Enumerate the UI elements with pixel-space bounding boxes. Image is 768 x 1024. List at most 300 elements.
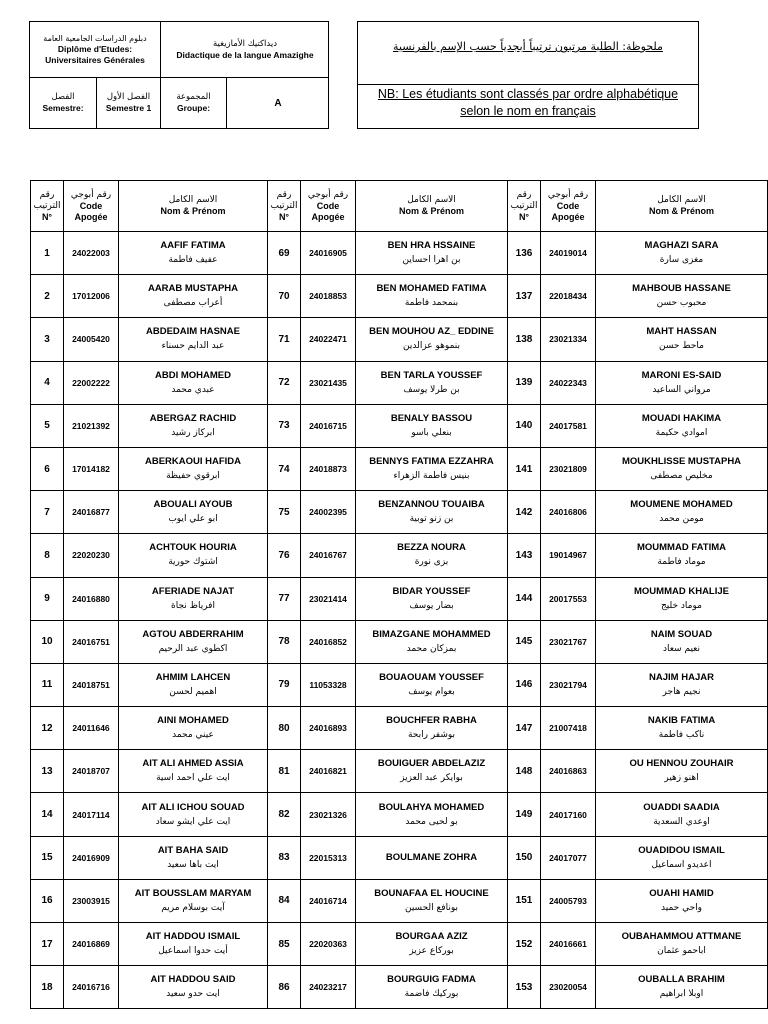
apogee-code: 22020230	[64, 534, 119, 577]
student-name-ar: عيني محمد	[172, 730, 214, 741]
student-name-fr: BEN MOUHOU AZ_ EDDINE	[369, 326, 494, 338]
student-name-fr: BOURGUIG FADMA	[387, 974, 476, 986]
student-name-ar: بوركيك فاضمة	[404, 989, 459, 1000]
apogee-code: 17012006	[64, 275, 119, 318]
student-name-fr: BIMAZGANE MOHAMMED	[372, 628, 491, 640]
semester-value-ar: الفصل الأول	[106, 92, 151, 102]
student-name-fr: AINI MOHAMED	[157, 715, 229, 727]
student-name-cell	[119, 879, 268, 922]
table-header-row	[31, 181, 768, 232]
student-name-ar: ماحط حسن	[659, 341, 704, 352]
apogee-code: 24016909	[64, 836, 119, 879]
student-name-fr: BEN MOHAMED FATIMA	[376, 283, 487, 295]
student-name-fr: AIT HADDOU ISMAIL	[145, 931, 241, 943]
student-name-fr: MOUMMAD KHALIJE	[634, 585, 729, 597]
apogee-code: 19014967	[541, 534, 596, 577]
header-code-ar: رقم أبوجي	[307, 189, 349, 200]
diploma-fr-line1: Diplôme d'Etudes:	[57, 44, 133, 54]
row-number: 137	[508, 275, 541, 318]
student-name-fr: OUBALLA BRAHIM	[638, 974, 725, 986]
student-name-ar: بن طرلا يوسف	[403, 384, 460, 395]
student-name-cell	[119, 750, 268, 793]
table-row	[31, 404, 768, 447]
student-name-ar: عبد الدايم حسناء	[161, 341, 225, 352]
row-number: 151	[508, 879, 541, 922]
student-name-ar: بوشفر رابحة	[407, 730, 456, 741]
semester-value-fr: Semestre 1	[105, 103, 152, 113]
student-name-ar: بنعلي باسو	[411, 427, 452, 438]
student-name-cell	[119, 275, 268, 318]
row-number: 76	[268, 534, 301, 577]
group-label-cell	[161, 78, 226, 128]
course-cell	[161, 22, 329, 77]
student-name-fr: OUAHI HAMID	[649, 887, 714, 899]
student-name-ar: ابرقوي حفيظة	[166, 471, 220, 482]
apogee-code: 24016715	[301, 404, 356, 447]
student-name-fr: BOUAOUAM YOUSSEF	[379, 671, 484, 683]
course-fr: Didactique de la langue Amazighe	[176, 49, 314, 60]
student-name-fr: AHMIM LAHCEN	[155, 671, 231, 683]
student-name-cell	[119, 923, 268, 966]
student-name-ar: اوبلا ابراهيم	[659, 989, 704, 1000]
header-number-fr: N°	[41, 211, 53, 222]
semester-label-fr: Semestre:	[42, 103, 84, 113]
student-name-cell	[356, 620, 508, 663]
student-name-cell	[119, 447, 268, 490]
student-name-cell	[356, 966, 508, 1009]
student-name-ar: بمزكان محمد	[406, 643, 457, 654]
student-name-cell	[356, 232, 508, 275]
student-name-fr: OUBAHAMMOU ATTMANE	[621, 931, 742, 943]
student-name-fr: BOULAHYA MOHAMED	[378, 801, 485, 813]
student-name-ar: نعيم سعاد	[662, 643, 701, 654]
student-name-cell	[356, 663, 508, 706]
row-number: 7	[31, 491, 64, 534]
student-name-fr: MOUMENE MOHAMED	[630, 499, 733, 511]
student-name-fr: AIT BAHA SAID	[157, 844, 229, 856]
student-name-ar: نجيم هاجر	[662, 686, 701, 697]
student-name-ar: اعديدو اسماعيل	[651, 859, 712, 870]
student-name-ar: أيت حدوا اسماعيل	[158, 946, 228, 957]
table-row	[31, 836, 768, 879]
apogee-code: 24022471	[301, 318, 356, 361]
row-number: 5	[31, 404, 64, 447]
row-number: 152	[508, 923, 541, 966]
apogee-code: 24016893	[301, 707, 356, 750]
table-row	[31, 318, 768, 361]
apogee-code: 24017581	[541, 404, 596, 447]
apogee-code: 22018434	[541, 275, 596, 318]
header-name-fr: Nom & Prénom	[398, 206, 464, 216]
apogee-code: 24018707	[64, 750, 119, 793]
student-name-fr: OU HENNOU ZOUHAIR	[629, 758, 734, 770]
row-number: 70	[268, 275, 301, 318]
apogee-code: 24016852	[301, 620, 356, 663]
student-name-fr: MAHT HASSAN	[646, 326, 717, 338]
row-number: 72	[268, 361, 301, 404]
apogee-code: 24017160	[541, 793, 596, 836]
student-name-cell	[119, 620, 268, 663]
row-number: 85	[268, 923, 301, 966]
apogee-code: 11053328	[301, 663, 356, 706]
apogee-code: 23021334	[541, 318, 596, 361]
row-number: 69	[268, 232, 301, 275]
student-name-cell	[596, 447, 768, 490]
apogee-code: 24016905	[301, 232, 356, 275]
student-name-ar: مخليص مصطفى	[650, 471, 713, 482]
row-number: 3	[31, 318, 64, 361]
table-row	[31, 447, 768, 490]
apogee-code: 23021326	[301, 793, 356, 836]
student-name-ar: بو لحيى محمد	[405, 816, 458, 827]
row-number: 148	[508, 750, 541, 793]
student-name-fr: BENZANNOU TOUAIBA	[378, 499, 485, 511]
student-name-ar: بن اهرا احساين	[402, 255, 461, 266]
row-number: 16	[31, 879, 64, 922]
student-name-ar: آيت بوسلام مريم	[161, 902, 225, 913]
diploma-ar: دبلوم الدراسات الجامعية العامة	[43, 34, 147, 43]
student-name-cell	[356, 836, 508, 879]
group-value: A	[274, 97, 282, 109]
student-name-cell	[119, 318, 268, 361]
student-name-fr: AIT HADDOU SAID	[150, 974, 236, 986]
student-name-cell	[119, 534, 268, 577]
table-row	[31, 879, 768, 922]
row-number: 149	[508, 793, 541, 836]
semester-label-cell	[30, 78, 96, 128]
row-number: 8	[31, 534, 64, 577]
header-number-ar: رقم الترتيب	[33, 189, 61, 211]
table-row	[31, 534, 768, 577]
apogee-code: 23021435	[301, 361, 356, 404]
apogee-code: 23020054	[541, 966, 596, 1009]
apogee-code: 22002222	[64, 361, 119, 404]
row-number: 79	[268, 663, 301, 706]
apogee-code: 24022343	[541, 361, 596, 404]
student-name-ar: افرياظ نجاة	[171, 600, 215, 611]
student-name-ar: ايت علي ايشو سعاد	[155, 816, 231, 827]
student-name-cell	[596, 923, 768, 966]
student-name-fr: AAFIF FATIMA	[160, 240, 226, 252]
student-name-cell	[356, 534, 508, 577]
row-number: 141	[508, 447, 541, 490]
header-number-fr: N°	[278, 211, 290, 222]
student-name-ar: ابو علي ايوب	[168, 514, 218, 525]
student-name-ar: اشتوك حورية	[168, 557, 218, 568]
sorting-note-fr	[368, 86, 688, 124]
apogee-code: 24016716	[64, 966, 119, 1009]
student-name-cell	[119, 491, 268, 534]
student-name-ar: ايت حدو سعيد	[166, 989, 220, 1000]
student-name-cell	[356, 404, 508, 447]
student-name-fr: AFERIADE NAJAT	[151, 585, 235, 597]
student-name-fr: BENALY BASSOU	[390, 412, 473, 424]
row-number: 75	[268, 491, 301, 534]
row-number: 139	[508, 361, 541, 404]
student-name-fr: BOUNAFAA EL HOUCINE	[374, 887, 489, 899]
row-number: 11	[31, 663, 64, 706]
header-code-fr1: Code	[316, 200, 340, 211]
student-name-cell	[596, 750, 768, 793]
student-name-cell	[596, 836, 768, 879]
row-number: 71	[268, 318, 301, 361]
header-name-ar: الاسم الكامل	[168, 195, 218, 205]
apogee-code: 24002395	[301, 491, 356, 534]
row-number: 4	[31, 361, 64, 404]
table-body	[31, 232, 768, 1009]
student-name-cell	[596, 620, 768, 663]
apogee-code: 24005420	[64, 318, 119, 361]
group-label-ar: المجموعة	[176, 92, 211, 102]
student-name-ar: عبدي محمد	[171, 384, 215, 395]
apogee-code: 23021794	[541, 663, 596, 706]
student-name-ar: ايت علي احمد اسية	[156, 773, 230, 784]
header-code-ar: رقم أبوجي	[547, 189, 589, 200]
header-name-ar: الاسم الكامل	[657, 195, 706, 205]
header-code-ar: رقم أبوجي	[70, 189, 112, 200]
student-name-cell	[596, 534, 768, 577]
header-code	[301, 181, 356, 232]
student-name-cell	[356, 361, 508, 404]
apogee-code: 24016806	[541, 491, 596, 534]
student-name-ar: موماد خليج	[661, 600, 702, 611]
apogee-code: 24016863	[541, 750, 596, 793]
student-name-ar: مرواني الساعيد	[652, 384, 711, 395]
student-name-fr: BOUIGUER ABDELAZIZ	[377, 758, 486, 770]
apogee-code: 24023217	[301, 966, 356, 1009]
student-name-cell	[356, 793, 508, 836]
student-name-ar: بزى نورة	[414, 557, 449, 568]
student-name-cell	[596, 966, 768, 1009]
student-name-fr: BIDAR YOUSSEF	[392, 585, 471, 597]
header-code-fr2: Apogée	[551, 211, 585, 222]
student-name-fr: OUADIDOU ISMAIL	[638, 844, 725, 856]
row-number: 82	[268, 793, 301, 836]
apogee-code: 24017114	[64, 793, 119, 836]
header-code-fr1: Code	[79, 200, 103, 211]
header-code-fr1: Code	[556, 200, 580, 211]
row-number: 136	[508, 232, 541, 275]
student-name-cell	[356, 447, 508, 490]
row-number: 10	[31, 620, 64, 663]
student-name-cell	[596, 577, 768, 620]
sorting-note-fr-line2: selon le nom en français	[460, 104, 596, 118]
apogee-code: 24018751	[64, 663, 119, 706]
student-name-fr: OUADDI SAADIA	[643, 801, 720, 813]
student-name-fr: MOUMMAD FATIMA	[636, 542, 726, 554]
student-name-ar: اهميم لحسن	[169, 686, 217, 697]
header-code	[541, 181, 596, 232]
student-name-ar: بضار يوسف	[409, 600, 454, 611]
student-name-cell	[119, 707, 268, 750]
student-name-cell	[119, 232, 268, 275]
student-name-cell	[356, 707, 508, 750]
note-divider	[358, 84, 698, 85]
student-name-ar: ابركاز رشيد	[171, 427, 215, 438]
student-name-fr: ABDI MOHAMED	[155, 369, 231, 381]
row-number: 73	[268, 404, 301, 447]
student-name-fr: AARAB MUSTAPHA	[147, 283, 239, 295]
student-name-ar: بعوام يوسف	[408, 686, 455, 697]
row-number: 81	[268, 750, 301, 793]
student-name-fr: BEN TARLA YOUSSEF	[380, 369, 483, 381]
apogee-code: 23021767	[541, 620, 596, 663]
student-name-fr: MOUADI HAKIMA	[641, 412, 722, 424]
student-name-cell	[119, 836, 268, 879]
student-name-fr: NAJIM HAJAR	[649, 671, 714, 683]
student-name-cell	[356, 750, 508, 793]
row-number: 80	[268, 707, 301, 750]
student-name-ar: بنمحمد فاطمة	[404, 298, 459, 309]
row-number: 18	[31, 966, 64, 1009]
apogee-code: 24016751	[64, 620, 119, 663]
apogee-code: 24016821	[301, 750, 356, 793]
semester-label-ar: الفصل	[51, 92, 75, 102]
student-name-fr: BOURGAA AZIZ	[395, 931, 468, 943]
apogee-code: 24018853	[301, 275, 356, 318]
student-name-ar: محبوب حسن	[656, 298, 707, 309]
student-name-ar: بوايكر عبد العزيز	[400, 773, 463, 784]
student-name-fr: NAKIB FATIMA	[647, 715, 716, 727]
student-name-fr: BOULMANE ZOHRA	[385, 851, 478, 863]
apogee-code: 22020363	[301, 923, 356, 966]
student-name-fr: MARONI ES-SAID	[641, 369, 722, 381]
row-number: 77	[268, 577, 301, 620]
row-number: 138	[508, 318, 541, 361]
table-row	[31, 491, 768, 534]
row-number: 78	[268, 620, 301, 663]
diploma-cell	[30, 22, 160, 77]
student-name-cell	[356, 923, 508, 966]
student-name-fr: MAGHAZI SARA	[644, 240, 719, 252]
header-number	[508, 181, 541, 232]
row-number: 150	[508, 836, 541, 879]
row-number: 12	[31, 707, 64, 750]
table-row	[31, 577, 768, 620]
student-name-ar: عفيف فاطمة	[168, 255, 218, 266]
table-row	[31, 966, 768, 1009]
header-name	[356, 181, 508, 232]
student-name-ar: اهنو زهير	[664, 773, 699, 784]
table-row	[31, 793, 768, 836]
student-name-ar: واحي حميد	[661, 902, 702, 913]
student-roster-table	[30, 180, 768, 1009]
group-label-fr: Groupe:	[176, 103, 211, 113]
apogee-code: 24016661	[541, 923, 596, 966]
row-number: 144	[508, 577, 541, 620]
apogee-code: 17014182	[64, 447, 119, 490]
student-name-cell	[596, 361, 768, 404]
row-number: 147	[508, 707, 541, 750]
table-row	[31, 620, 768, 663]
student-name-ar: ايت باها سعيد	[167, 859, 219, 870]
row-number: 142	[508, 491, 541, 534]
apogee-code: 24022003	[64, 232, 119, 275]
apogee-code: 24016869	[64, 923, 119, 966]
table-row	[31, 707, 768, 750]
apogee-code: 21021392	[64, 404, 119, 447]
student-name-cell	[119, 404, 268, 447]
sorting-note-ar: ملحوظة: الطلبة مرتبون ترتيباً أبجدياً حسب الإسم بالفرنسية	[393, 40, 663, 53]
student-name-fr: MAHBOUB HASSANE	[632, 283, 731, 295]
student-name-ar: بنموهو عزالدين	[403, 341, 460, 352]
header-code-fr2: Apogée	[311, 211, 345, 222]
table-row	[31, 750, 768, 793]
diploma-fr-line2: Universitaires Générales	[45, 55, 145, 65]
student-name-cell	[596, 793, 768, 836]
header-number-ar: رقم الترتيب	[510, 189, 538, 211]
student-name-fr: AIT BOUSSLAM MARYAM	[134, 887, 252, 899]
apogee-code: 24016767	[301, 534, 356, 577]
row-number: 74	[268, 447, 301, 490]
student-name-fr: BOUCHFER RABHA	[386, 715, 477, 727]
header-name	[119, 181, 268, 232]
semester-value-cell	[97, 78, 160, 128]
student-name-cell	[596, 663, 768, 706]
apogee-code: 24017077	[541, 836, 596, 879]
student-name-cell	[356, 879, 508, 922]
student-name-cell	[356, 491, 508, 534]
apogee-code: 24016877	[64, 491, 119, 534]
table-row	[31, 361, 768, 404]
student-name-fr: ABDEDAIM HASNAE	[146, 326, 240, 338]
student-name-ar: بوركاع عزيز	[409, 946, 454, 957]
table-row	[31, 232, 768, 275]
student-name-ar: اكطوي عبد الرحيم	[158, 643, 228, 654]
row-number: 84	[268, 879, 301, 922]
header-name-fr: Nom & Prénom	[160, 206, 226, 216]
row-number: 153	[508, 966, 541, 1009]
student-name-fr: NAIM SOUAD	[650, 628, 713, 640]
student-name-cell	[119, 361, 268, 404]
header-number-fr: N°	[518, 211, 530, 222]
student-name-fr: AIT ALI ICHOU SOUAD	[141, 801, 245, 813]
row-number: 13	[31, 750, 64, 793]
row-number: 1	[31, 232, 64, 275]
row-number: 86	[268, 966, 301, 1009]
header-number	[31, 181, 64, 232]
row-number: 14	[31, 793, 64, 836]
student-name-cell	[119, 793, 268, 836]
course-info-box	[29, 21, 329, 129]
header-name-fr: Nom & Prénom	[648, 206, 714, 216]
student-name-ar: مومن محمد	[659, 514, 704, 525]
student-name-cell	[596, 491, 768, 534]
student-name-fr: MOUKHLISSE MUSTAPHA	[621, 456, 742, 468]
apogee-code: 23021809	[541, 447, 596, 490]
table-row	[31, 663, 768, 706]
row-number: 83	[268, 836, 301, 879]
apogee-code: 21007418	[541, 707, 596, 750]
student-name-fr: ABOUALI AYOUB	[153, 499, 233, 511]
student-name-ar: اموادي حكيمة	[655, 427, 708, 438]
sorting-note-box	[357, 21, 699, 129]
student-name-cell	[356, 577, 508, 620]
row-number: 17	[31, 923, 64, 966]
student-name-ar: ناكب فاطمة	[658, 730, 705, 741]
student-name-fr: AIT ALI AHMED ASSIA	[142, 758, 244, 770]
student-name-fr: AGTOU ABDERRAHIM	[142, 628, 244, 640]
apogee-code: 24018873	[301, 447, 356, 490]
student-name-ar: اوعدي السعدية	[653, 816, 710, 827]
student-name-fr: BEN HRA HSSAINE	[387, 240, 476, 252]
student-name-cell	[596, 232, 768, 275]
header-code-fr2: Apogée	[74, 211, 108, 222]
student-name-cell	[356, 275, 508, 318]
student-name-fr: BENNYS FATIMA EZZAHRA	[369, 456, 494, 468]
sorting-note-fr-line1: NB: Les étudiants sont classés par ordre alphabétique	[377, 87, 679, 101]
table-row	[31, 923, 768, 966]
